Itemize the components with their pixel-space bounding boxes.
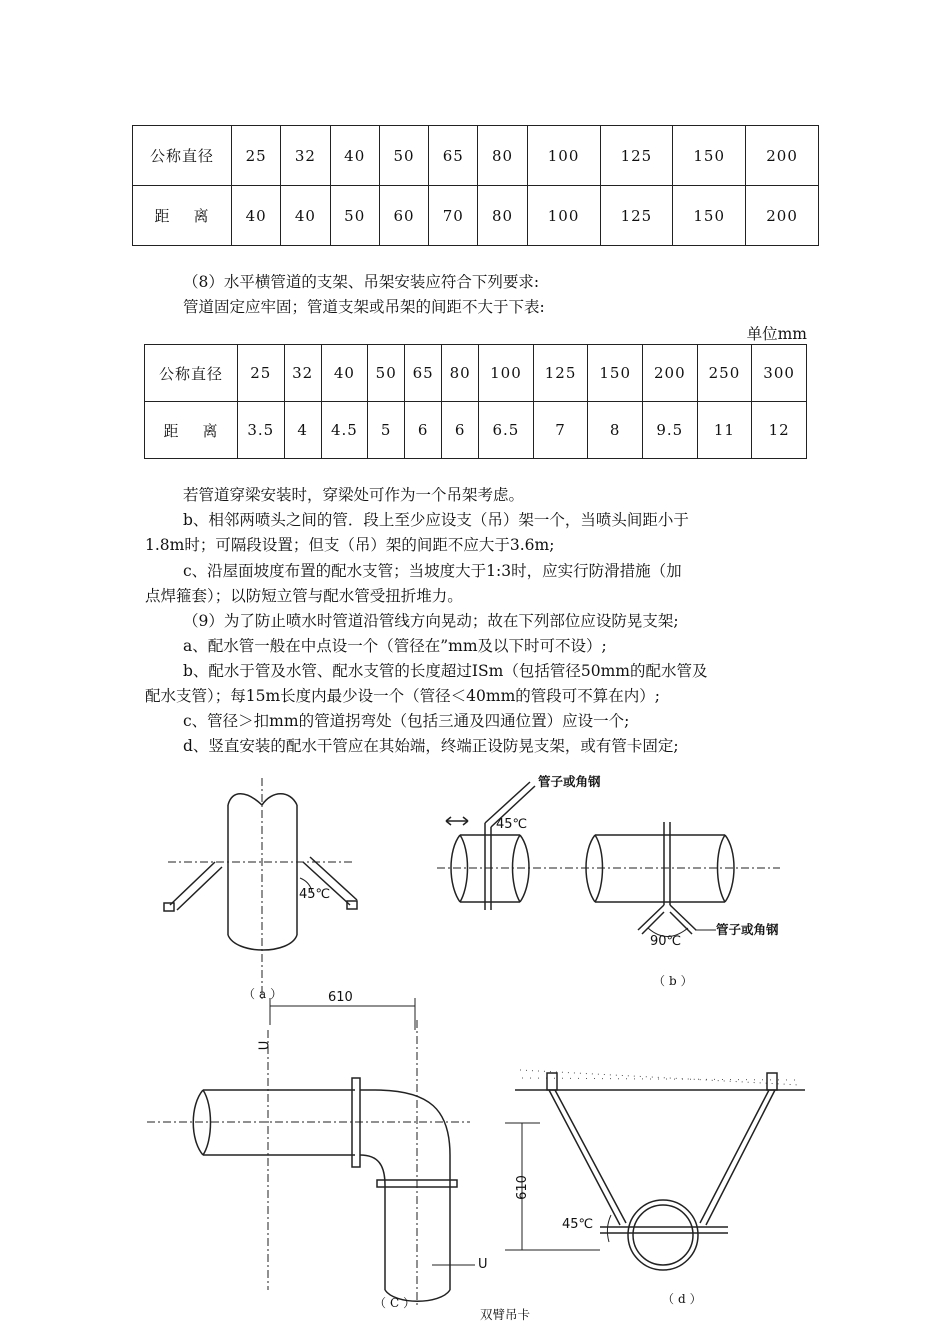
table-cell: 80 xyxy=(478,186,527,246)
text-line: a、配水管一般在中点设一个（管径在”mm及以下时可不设）; xyxy=(183,637,607,655)
fig-c-u-top: U xyxy=(257,1040,273,1051)
table-cell: 80 xyxy=(478,126,527,186)
table-cell: 65 xyxy=(429,126,478,186)
table-cell: 5 xyxy=(368,402,405,459)
table-cell: 25 xyxy=(232,126,281,186)
row-label: 距 离 xyxy=(145,402,238,459)
figure-b xyxy=(437,782,780,937)
row-label: 公称直径 xyxy=(133,126,232,186)
text-line: 配水支管）；每15m长度内最少设一个（管径＜40mm的管段可不算在内）; xyxy=(145,687,661,705)
fig-c-dim: 610 xyxy=(328,990,353,1005)
fig-b-angle-top: 45℃ xyxy=(496,817,528,832)
table-cell: 65 xyxy=(405,345,442,402)
fig-b-angle-bottom: 90℃ xyxy=(650,934,682,949)
table-cell: 200 xyxy=(746,186,819,246)
table-cell: 125 xyxy=(533,345,588,402)
fig-a-label: （a） xyxy=(243,987,287,1001)
text-line: d、竖直安装的配水干管应在其始端，终端正设防晃支架，或有管卡固定; xyxy=(183,737,679,755)
table-cell: 200 xyxy=(746,126,819,186)
table-cell: 125 xyxy=(600,126,673,186)
table-cell: 50 xyxy=(330,186,379,246)
fig-b-pipe-top: 管子或角钢 xyxy=(538,774,601,789)
table-cell: 70 xyxy=(429,186,478,246)
text-line: 若管道穿梁安装时，穿梁处可作为一个吊架考虑。 xyxy=(183,486,525,504)
table-cell: 150 xyxy=(588,345,643,402)
table-cell: 100 xyxy=(527,186,600,246)
para-8-title: （8）水平横管道的支架、吊架安装应符合下列要求: xyxy=(183,273,540,291)
table-cell: 50 xyxy=(368,345,405,402)
table-cell: 4 xyxy=(284,402,321,459)
text-line: b、配水于管及水管、配水支管的长度超过ISm（包括管径50mm的配水管及 xyxy=(183,662,708,680)
figure-c xyxy=(147,998,475,1305)
row-label: 公称直径 xyxy=(145,345,238,402)
table-cell: 200 xyxy=(643,345,698,402)
table-cell: 40 xyxy=(330,126,379,186)
figure-d xyxy=(505,1070,805,1270)
table-cell: 40 xyxy=(281,186,330,246)
para-8-line2: 管道固定应牢固；管道支架或吊架的间距不大于下表: xyxy=(183,298,545,316)
fig-d-dim: 610 xyxy=(514,1175,530,1200)
fig-b-pipe-bottom: 管子或角钢 xyxy=(716,922,779,937)
table-cell: 11 xyxy=(697,402,752,459)
fig-c-u-bottom: U xyxy=(478,1257,488,1272)
text-line: 点焊箍套）；以防短立管与配水管受扭折堆力。 xyxy=(145,587,463,605)
table-cell: 12 xyxy=(752,402,807,459)
table-cell: 40 xyxy=(321,345,368,402)
table-cell: 150 xyxy=(673,126,746,186)
table-cell: 32 xyxy=(281,126,330,186)
table-cell: 9.5 xyxy=(643,402,698,459)
table-cell: 125 xyxy=(600,186,673,246)
unit-label: 单位mm xyxy=(746,325,807,343)
table-cell: 25 xyxy=(238,345,285,402)
text-line: （9）为了防止喷水时管道沿管线方向晃动；故在下列部位应设防晃支架; xyxy=(183,612,679,630)
table-cell: 60 xyxy=(379,186,428,246)
table-cell: 40 xyxy=(232,186,281,246)
fig-d-label: （d） xyxy=(662,1292,706,1306)
table-cell: 100 xyxy=(479,345,534,402)
table-cell: 3.5 xyxy=(238,402,285,459)
fig-d-angle: 45℃ xyxy=(562,1217,594,1232)
text-line: b、相邻两喷头之间的管．段上至少应设支（吊）架一个，当喷头间距小于 xyxy=(183,511,689,529)
table-cell: 32 xyxy=(284,345,321,402)
table-cell: 300 xyxy=(752,345,807,402)
fig-a-angle: 45℃ xyxy=(299,887,331,902)
fig-b-label: （b） xyxy=(653,974,697,988)
table-cell: 50 xyxy=(379,126,428,186)
row-label: 距 离 xyxy=(133,186,232,246)
fig-c-caption: 双臂吊卡 xyxy=(480,1307,531,1322)
table-cell: 6 xyxy=(405,402,442,459)
table-cell: 6.5 xyxy=(479,402,534,459)
table-cell: 250 xyxy=(697,345,752,402)
text-line: c、沿屋面坡度布置的配水支管；当坡度大于1:3时，应实行防滑措施（加 xyxy=(183,562,682,580)
table-cell: 6 xyxy=(442,402,479,459)
text-line: 1.8m时；可隔段设置；但支（吊）架的间距不应大于3.6m; xyxy=(145,536,555,554)
table-cell: 8 xyxy=(588,402,643,459)
table-cell: 80 xyxy=(442,345,479,402)
table-cell: 100 xyxy=(527,126,600,186)
table-cell: 150 xyxy=(673,186,746,246)
table-cell: 4.5 xyxy=(321,402,368,459)
text-line: c、管径＞扣mm的管道拐弯处（包括三通及四通位置）应设一个; xyxy=(183,712,630,730)
fig-c-label: （C） xyxy=(374,1296,420,1310)
table-cell: 7 xyxy=(533,402,588,459)
